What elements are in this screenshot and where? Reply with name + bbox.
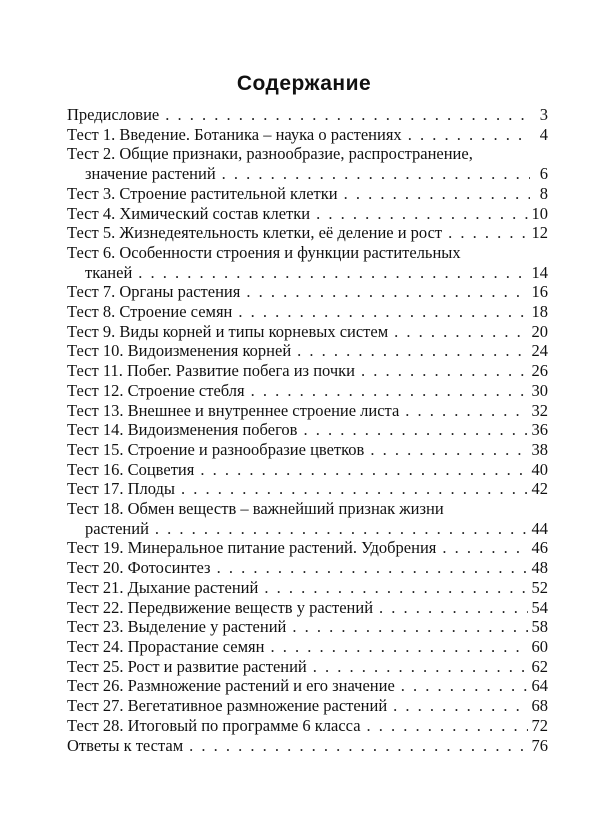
dot-leader	[379, 598, 527, 618]
toc-entry	[67, 657, 548, 677]
toc-entry	[67, 420, 548, 440]
dot-leader	[181, 479, 528, 499]
dot-leader	[217, 558, 528, 578]
dot-leader	[361, 361, 527, 381]
toc-page-number: 4	[539, 124, 548, 144]
dot-leader	[264, 578, 527, 598]
dot-leader	[316, 204, 527, 224]
toc-page-number: 54	[531, 597, 548, 617]
toc-entry-title: Тест 1. Введение. Ботаника – наука о растениях	[67, 124, 402, 144]
toc-row	[67, 204, 548, 224]
toc-row	[67, 381, 548, 401]
toc-entry-title: Тест 16. Соцветия	[67, 459, 195, 479]
toc-page-number: 38	[531, 439, 548, 459]
toc-page-number: 62	[531, 656, 548, 676]
toc-entry	[67, 440, 548, 460]
toc-entry-title: Тест 22. Передвижение веществ у растений	[67, 597, 374, 617]
toc-row	[67, 223, 548, 243]
toc-entry	[67, 617, 548, 637]
toc-row	[67, 125, 548, 145]
toc-page-number: 52	[531, 577, 548, 597]
toc-entry	[67, 499, 548, 538]
toc-entry	[67, 637, 548, 657]
toc-entry-title: Тест 12. Строение стебля	[67, 380, 245, 400]
toc-row	[67, 263, 548, 283]
toc-page-number: 60	[531, 636, 548, 656]
toc-entry	[67, 401, 548, 421]
toc-entry-title: Тест 25. Рост и развитие растений	[67, 656, 307, 676]
toc-entry-title: Ответы к тестам	[67, 735, 184, 755]
toc-entry-title: Тест 26. Размножение растений и его значение	[67, 676, 395, 696]
toc-entry-title: Тест 13. Внешнее и внутреннее строение листа	[67, 400, 400, 420]
toc-entry-title: Тест 28. Итоговый по программе 6 класса	[67, 715, 361, 735]
toc-row	[67, 716, 548, 736]
toc-entry-title: Тест 21. Дыхание растений	[67, 577, 259, 597]
toc-page-number: 24	[531, 341, 548, 361]
dot-leader	[405, 401, 527, 421]
dot-leader	[393, 696, 527, 716]
toc-entry-title: Тест 23. Выделение у растений	[67, 617, 287, 637]
dot-leader	[292, 617, 527, 637]
toc-page-number: 32	[531, 400, 548, 420]
toc-row	[67, 617, 548, 637]
toc-page-number: 8	[539, 183, 548, 203]
toc-row	[67, 420, 548, 440]
toc-row	[67, 302, 548, 322]
toc-entry	[67, 144, 548, 183]
toc-entry	[67, 125, 548, 145]
toc-row	[67, 401, 548, 421]
toc-page-number: 76	[531, 735, 548, 755]
dot-leader	[394, 322, 527, 342]
toc-entry	[67, 479, 548, 499]
toc-page-number: 14	[531, 262, 548, 282]
toc-entry	[67, 716, 548, 736]
toc-entry-title: Тест 10. Видоизменения корней	[67, 341, 292, 361]
dot-leader	[165, 105, 530, 125]
toc-row	[67, 538, 548, 558]
dot-leader	[251, 381, 528, 401]
toc-row	[67, 479, 548, 499]
toc-row	[67, 361, 548, 381]
toc-row	[67, 558, 548, 578]
toc-page-number: 72	[531, 715, 548, 735]
toc-entry	[67, 105, 548, 125]
toc-entry	[67, 184, 548, 204]
toc-entry-title-first-line: Тест 2. Общие признаки, разнообразие, распространение,	[67, 144, 473, 164]
toc-row	[67, 598, 548, 618]
dot-leader	[370, 440, 527, 460]
toc-entry	[67, 204, 548, 224]
toc-page-number: 26	[531, 361, 548, 381]
toc-row	[67, 322, 548, 342]
dot-leader	[344, 184, 530, 204]
toc-row	[67, 105, 548, 125]
toc-row	[67, 696, 548, 716]
toc-row	[67, 440, 548, 460]
toc-row	[67, 578, 548, 598]
page-title: Содержание	[236, 72, 372, 95]
toc-entry-title-first-line: Тест 6. Особенности строения и функции растительных	[67, 242, 461, 262]
dot-leader	[246, 282, 527, 302]
dot-leader	[367, 716, 528, 736]
toc-entry	[67, 558, 548, 578]
dot-leader	[448, 223, 527, 243]
toc-page-number: 10	[531, 203, 548, 223]
table-of-contents	[67, 105, 548, 755]
toc-entry-title: Тест 14. Видоизменения побегов	[67, 420, 298, 440]
toc-entry-title: Тест 17. Плоды	[67, 479, 175, 499]
toc-page-number: 46	[531, 538, 548, 558]
toc-entry-title-first-line: Тест 18. Обмен веществ – важнейший признак жизни	[67, 499, 444, 519]
dot-leader	[297, 341, 527, 361]
toc-entry	[67, 243, 548, 282]
toc-entry	[67, 578, 548, 598]
toc-page-number: 68	[531, 696, 548, 716]
toc-page-number: 3	[539, 105, 548, 124]
toc-page-number: 20	[531, 321, 548, 341]
toc-page-number: 64	[531, 676, 548, 696]
dot-leader	[270, 637, 527, 657]
dot-leader	[238, 302, 527, 322]
toc-row	[67, 341, 548, 361]
toc-entry-title: Тест 8. Строение семян	[67, 302, 233, 322]
toc-page-number: 30	[531, 380, 548, 400]
toc-entry-title: Тест 5. Жизнедеятельность клетки, её деление и рост	[67, 223, 443, 243]
toc-entry	[67, 322, 548, 342]
dot-leader	[313, 657, 528, 677]
toc-entry	[67, 282, 548, 302]
dot-leader	[155, 519, 528, 539]
toc-page-number: 12	[531, 223, 548, 243]
toc-row	[67, 519, 548, 539]
toc-entry-title-continuation: значение растений	[85, 164, 216, 184]
dot-leader	[222, 164, 530, 184]
toc-row	[67, 460, 548, 480]
toc-entry-title-continuation: растений	[85, 518, 149, 538]
toc-page-number: 6	[539, 164, 548, 184]
dot-leader	[401, 676, 528, 696]
toc-entry-title: Тест 11. Побег. Развитие побега из почки	[67, 361, 356, 381]
toc-entry	[67, 223, 548, 243]
toc-entry-title: Тест 15. Строение и разнообразие цветков	[67, 439, 365, 459]
toc-row	[67, 637, 548, 657]
toc-row	[67, 164, 548, 184]
toc-page-number: 44	[531, 518, 548, 538]
toc-entry-title: Тест 3. Строение растительной клетки	[67, 183, 338, 203]
toc-entry-title: Тест 27. Вегетативное размножение растений	[67, 696, 388, 716]
toc-row	[67, 184, 548, 204]
toc-page-number: 36	[531, 420, 548, 440]
toc-entry	[67, 538, 548, 558]
toc-entry-title: Предисловие	[67, 105, 160, 124]
toc-entry	[67, 736, 548, 756]
toc-page-number: 40	[531, 459, 548, 479]
dot-leader	[138, 263, 527, 283]
toc-page-number: 42	[531, 479, 548, 499]
toc-entry-title: Тест 19. Минеральное питание растений. Удобрения	[67, 538, 437, 558]
toc-entry-title-continuation: тканей	[85, 262, 133, 282]
dot-leader	[303, 420, 527, 440]
dot-leader	[189, 736, 527, 756]
toc-entry-title: Тест 20. Фотосинтез	[67, 558, 211, 578]
toc-entry	[67, 302, 548, 322]
toc-entry	[67, 696, 548, 716]
toc-page-number: 18	[531, 302, 548, 322]
toc-entry	[67, 361, 548, 381]
toc-entry	[67, 460, 548, 480]
toc-entry	[67, 381, 548, 401]
toc-entry-title: Тест 9. Виды корней и типы корневых систем	[67, 321, 389, 341]
toc-page-number: 58	[531, 617, 548, 637]
dot-leader	[442, 538, 527, 558]
dot-leader	[200, 460, 527, 480]
toc-entry	[67, 598, 548, 618]
toc-row	[67, 657, 548, 677]
toc-entry-title: Тест 7. Органы растения	[67, 282, 241, 302]
toc-entry-title: Тест 24. Прорастание семян	[67, 636, 265, 656]
toc-entry	[67, 341, 548, 361]
toc-page-number: 48	[531, 558, 548, 578]
toc-row	[67, 282, 548, 302]
toc-row	[67, 676, 548, 696]
toc-page-number: 16	[531, 282, 548, 302]
toc-entry	[67, 676, 548, 696]
dot-leader	[408, 125, 530, 145]
toc-row	[67, 736, 548, 756]
toc-entry-title: Тест 4. Химический состав клетки	[67, 203, 311, 223]
